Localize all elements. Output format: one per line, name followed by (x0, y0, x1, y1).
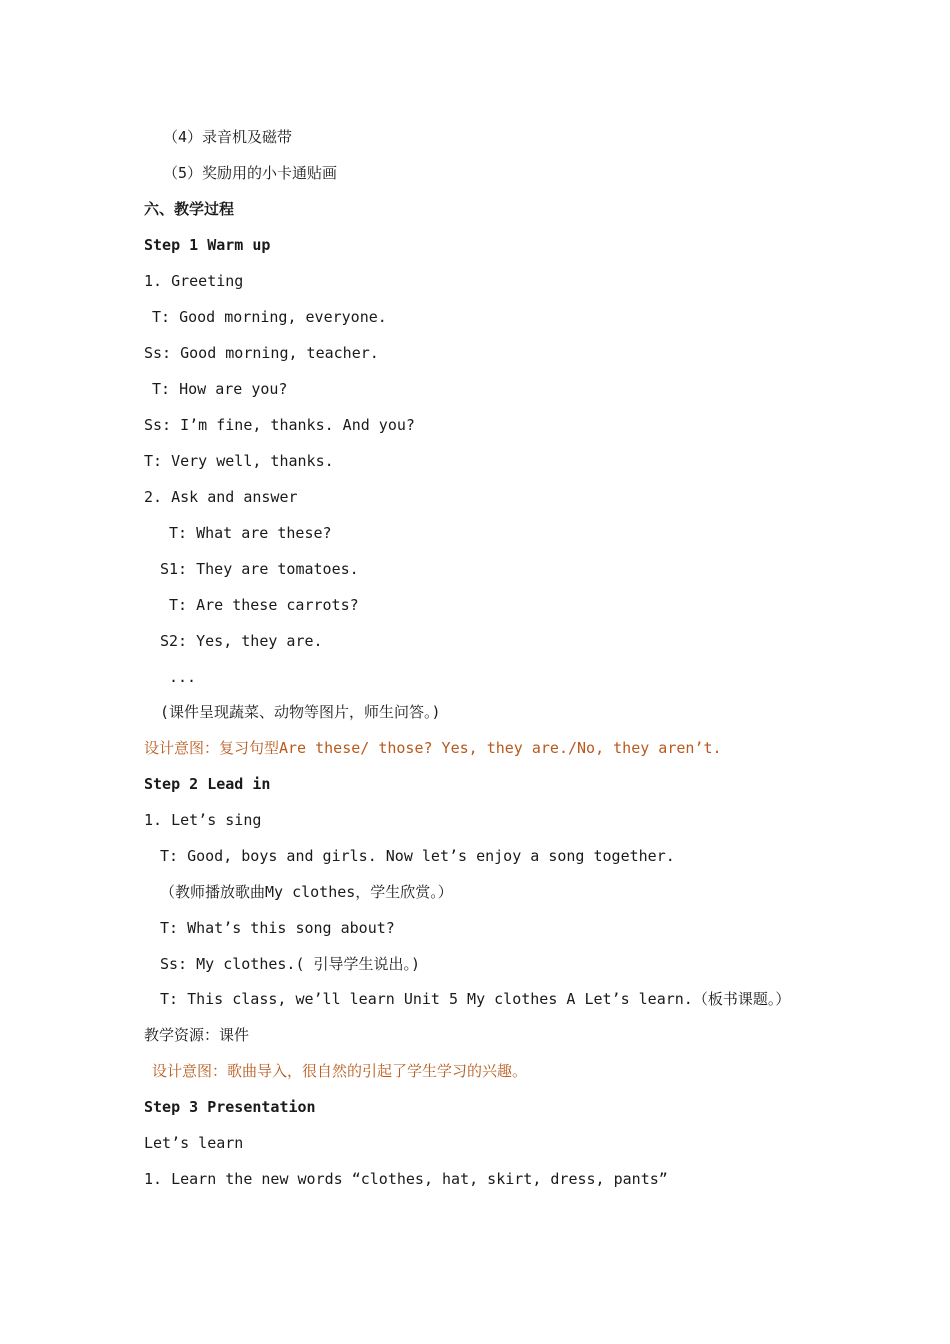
materials-item-5: （5）奖励用的小卡通贴画 (163, 164, 338, 182)
lets-learn-heading: Let’s learn (144, 1134, 244, 1152)
note-line: （教师播放歌曲My clothes，学生欣赏。） (160, 883, 453, 901)
new-words-line: 1. Learn the new words “clothes, hat, skirt, dress, pants” (144, 1170, 668, 1188)
ellipsis-line: ... (169, 668, 197, 686)
ask-answer-heading: 2. Ask and answer (144, 488, 298, 506)
resource-line: 教学资源：课件 (144, 1026, 250, 1044)
dialogue-line: T: Good morning, everyone. (152, 308, 387, 326)
materials-item-4: （4）录音机及磁带 (163, 128, 293, 146)
step-1-heading: Step 1 Warm up (144, 236, 271, 254)
dialogue-line: Ss: Good morning, teacher. (144, 344, 379, 362)
dialogue-line: T: Very well, thanks. (144, 452, 334, 470)
note-line: (课件呈现蔬菜、动物等图片，师生问答。) (160, 703, 441, 721)
dialogue-line: T: Are these carrots? (169, 596, 359, 614)
dialogue-line: T: This class, we’ll learn Unit 5 My clothes A Let’s learn.（板书课题。） (160, 990, 791, 1008)
design-intent-1: 设计意图：复习句型Are these/ those? Yes, they are./No, they aren’t. (144, 739, 722, 757)
step-2-heading: Step 2 Lead in (144, 775, 271, 793)
sing-heading: 1. Let’s sing (144, 811, 262, 829)
dialogue-line: S2: Yes, they are. (160, 632, 323, 650)
dialogue-line: T: What’s this song about? (160, 919, 395, 937)
step-3-heading: Step 3 Presentation (144, 1098, 316, 1116)
section-heading: 六、教学过程 (144, 200, 235, 218)
dialogue-line: T: How are you? (152, 380, 288, 398)
greeting-heading: 1. Greeting (144, 272, 244, 290)
dialogue-line: Ss: My clothes.( 引导学生说出。) (160, 955, 421, 973)
dialogue-line: T: Good, boys and girls. Now let’s enjoy a song together. (160, 847, 675, 865)
design-intent-2: 设计意图：歌曲导入，很自然的引起了学生学习的兴趣。 (152, 1062, 528, 1080)
dialogue-line: Ss: I’m fine, thanks. And you? (144, 416, 415, 434)
dialogue-line: T: What are these? (169, 524, 332, 542)
dialogue-line: S1: They are tomatoes. (160, 560, 359, 578)
